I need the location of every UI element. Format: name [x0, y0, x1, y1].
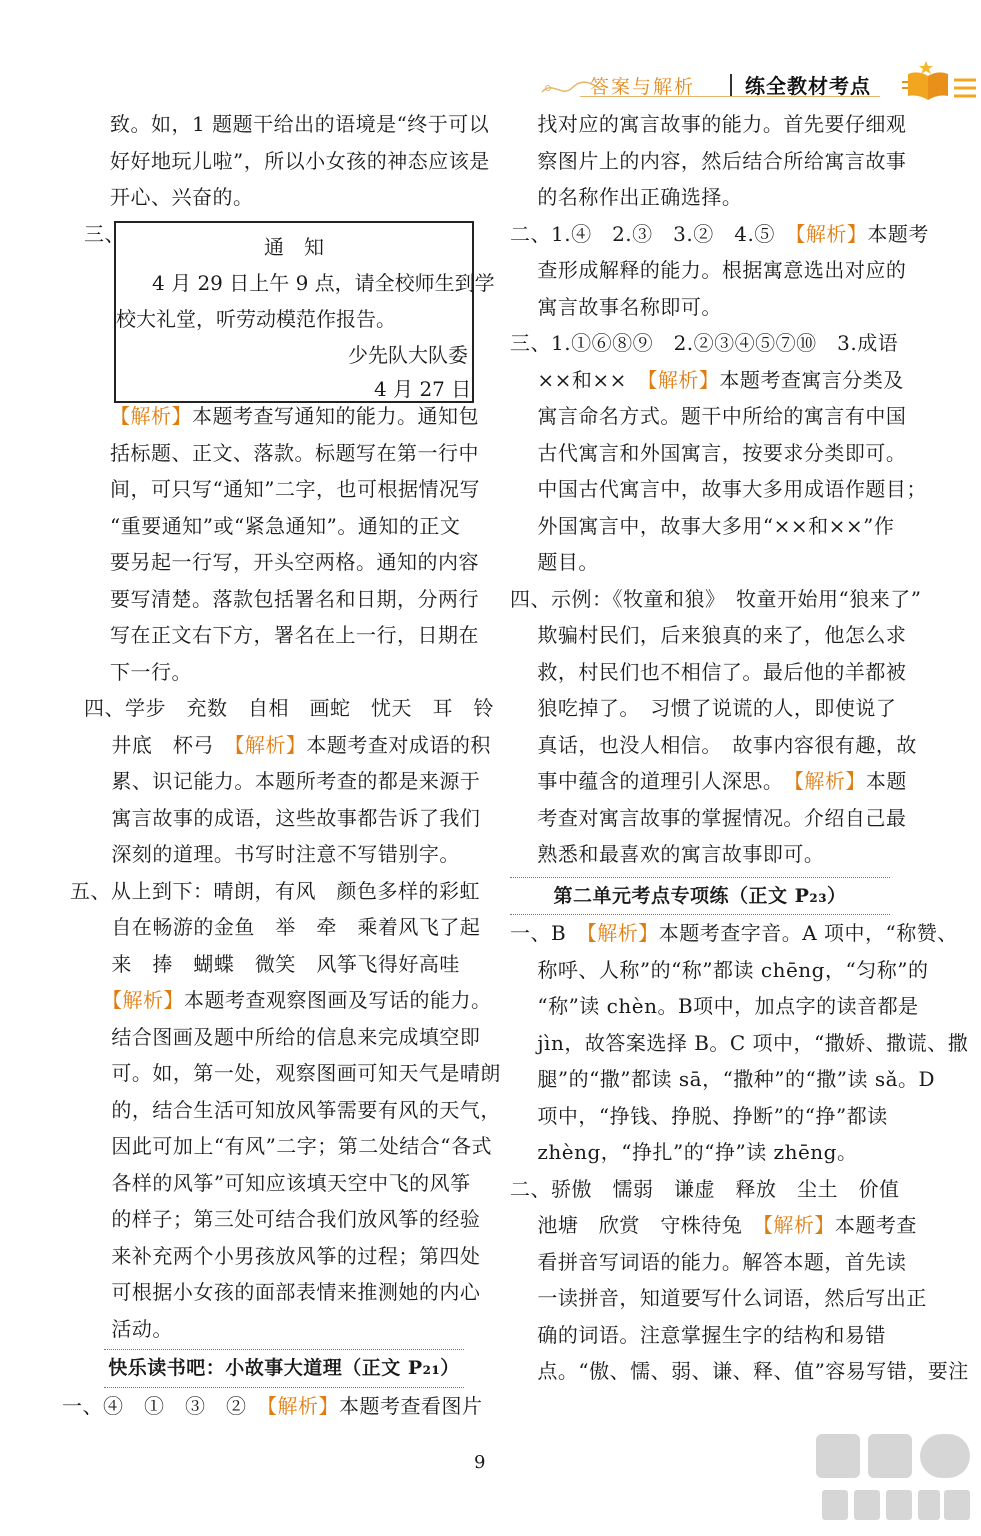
- text-span: 本题考: [867, 221, 929, 246]
- right-column: [510, 106, 969, 1390]
- text-line: “称”读 chèn。B项中，加点字的读音都是: [510, 994, 919, 1018]
- text-line: 项中，“挣钱、挣脱、挣断”的“挣”都读: [510, 1103, 888, 1128]
- text-span: 本题考查字音。A 项中，“称赞、: [658, 921, 958, 945]
- text-line: 下一行。: [110, 659, 192, 684]
- text-line: 欺骗村民们，后来狼真的来了，他怎么求: [510, 623, 907, 647]
- text-line: 括标题、正文、落款。标题写在第一行中: [110, 440, 479, 465]
- analysis-tag: 【解析】: [234, 732, 307, 757]
- section-heading: 快乐读书吧：小故事大道理（正文 P₂₁）: [108, 1357, 460, 1379]
- question-number: 三、: [84, 221, 125, 246]
- text-line: 来补充两个小男孩放风筝的过程；第四处: [84, 1243, 481, 1268]
- text-line: 寓言命名方式。题干中所给的寓言有中国: [510, 404, 907, 428]
- analysis-tag: 【解析】: [110, 404, 192, 428]
- text-line: 各样的风筝”可知应该填天空中飞的风筝: [84, 1170, 471, 1195]
- text-span: 事中蕴含的道理引人深思。: [510, 769, 794, 793]
- text-line: 的样子；第三处可结合我们放风筝的经验: [84, 1207, 481, 1231]
- watermark-logo-icon: [812, 1430, 977, 1530]
- text-span: 本题考查写通知的能力。通知包: [192, 404, 479, 428]
- text-line: 自在畅游的金鱼 举 牵 乘着风飞了起: [84, 915, 481, 939]
- header-brand: 练全教材考点: [745, 74, 871, 98]
- text-line: 熟悉和最喜欢的寓言故事即可。: [510, 842, 825, 866]
- analysis-tag: 【解析】: [762, 1213, 835, 1237]
- text-line: 可。如，第一处，观察图画可知天气是晴朗: [84, 1061, 501, 1085]
- text-line: 结合图画及题中所给的信息来完成填空即: [84, 1024, 481, 1049]
- analysis-tag: 【解析】: [795, 221, 868, 246]
- text-span: 一、④ ① ③ ②: [62, 1393, 267, 1418]
- text-line: 致。如，1 题题干给出的语境是“终于可以: [110, 112, 490, 136]
- analysis-line: [70, 982, 492, 1019]
- text-line: “重要通知”或“紧急通知”。通知的正文: [110, 513, 461, 538]
- text-line: 四、学步 充数 自相 画蛇 忧天 耳 铃: [84, 696, 494, 720]
- notice-box: [114, 221, 495, 403]
- text-line: 考查对寓言故事的掌握情况。介绍自己最: [510, 805, 907, 830]
- text-line: 查形成解释的能力。根据寓意选出对应的: [510, 258, 907, 282]
- text-line: 开心、兴奋的。: [110, 185, 254, 209]
- page-header: [540, 70, 980, 110]
- analysis-line: [84, 727, 491, 764]
- text-line: 二、骄傲 懦弱 谦虚 释放 尘土 价值: [510, 1176, 900, 1201]
- text-line: 外国寓言中，故事大多用“××和××”作: [510, 513, 895, 538]
- analysis-line: [510, 216, 929, 253]
- text-line: 腿”的“撒”都读 sā，“撒种”的“撒”读 sǎ。D: [510, 1067, 936, 1091]
- text-line: 察图片上的内容，然后结合所给寓言故事: [510, 148, 907, 173]
- text-line: 间，可只写“通知”二字，也可根据情况写: [110, 477, 480, 501]
- text-span: 本题考查: [834, 1213, 917, 1237]
- analysis-line: [510, 763, 910, 800]
- text-span: 一、B: [510, 921, 587, 945]
- text-line: 三、1.①⑥⑧⑨ 2.②③④⑤⑦⑩ 3.成语: [510, 331, 899, 355]
- text-line: 寓言故事名称即可。: [510, 294, 722, 319]
- text-span: ××和××: [510, 367, 648, 392]
- text-span: 池塘 欣赏 守株待兔: [510, 1213, 763, 1237]
- book-logo-icon: [890, 58, 980, 108]
- text-line: 要另起一行写，开头空两格。通知的内容: [110, 550, 479, 574]
- header-answer-label: 答案与解析: [590, 76, 696, 98]
- notice-body: 校大礼堂，听劳动模范作报告。: [116, 307, 396, 331]
- text-line: 累、识记能力。本题所考查的都是来源于: [84, 769, 481, 793]
- notice-body: 4 月 29 日上午 9 点，请全校师生到学: [152, 271, 495, 295]
- text-span: 二、1.④ 2.③ 3.② 4.⑤: [510, 221, 796, 246]
- text-span: 本题考查看图片: [339, 1393, 483, 1418]
- text-line: 看拼音写词语的能力。解答本题，首先读: [510, 1249, 907, 1274]
- text-line: 的名称作出正确选择。: [510, 185, 743, 209]
- analysis-line: [510, 1207, 917, 1244]
- text-line: 好好地玩儿啦”，所以小女孩的神态应该是: [110, 148, 490, 173]
- text-line: 的，结合生活可知放风筝需要有风的天气，: [84, 1097, 501, 1122]
- text-line: zhèng，“挣扎”的“挣”读 zhēng。: [510, 1140, 858, 1164]
- notice-title: 通 知: [264, 235, 324, 259]
- text-line: 四、示例：《牧童和狼》 牧童开始用“狼来了”: [510, 586, 922, 611]
- text-line: 狼吃掉了。 习惯了说谎的人，即使说了: [510, 696, 897, 720]
- text-line: 因此可加上“有风”二字；第二处结合“各式: [84, 1134, 493, 1158]
- analysis-tag: 【解析】: [647, 367, 720, 392]
- notice-signature: 少先队大队委: [348, 343, 468, 367]
- analysis-line: [510, 362, 910, 399]
- text-line: 确的词语。注意掌握生字的结构和易错: [510, 1322, 886, 1347]
- text-span: 本题考查对成语的积: [306, 732, 491, 757]
- text-line: 深刻的道理。书写时注意不写错别字。: [84, 842, 460, 866]
- text-line: 写在正文右下方，署名在上一行，日期在: [110, 623, 479, 647]
- text-line: 要写清楚。落款包括署名和日期，分两行: [110, 586, 479, 611]
- text-line: 可根据小女孩的面部表情来推测她的内心: [84, 1280, 481, 1304]
- text-line: 五、从上到下：晴朗，有风 颜色多样的彩虹: [70, 878, 480, 903]
- header-divider: [730, 74, 732, 96]
- text-line: 题目。: [510, 550, 599, 574]
- text-line: 找对应的寓言故事的能力。首先要仔细观: [510, 112, 907, 136]
- text-line: 真话，也没人相信。 故事内容很有趣，故: [510, 732, 917, 757]
- text-span: 本题考查观察图画及写话的能力。: [184, 988, 492, 1012]
- analysis-tag: 【解析】: [102, 988, 184, 1012]
- text-line: 称呼、人称”的“称”都读 chēng，“匀称”的: [510, 957, 929, 982]
- text-line: 来 捧 蝴蝶 微笑 风筝飞得好高哇: [84, 951, 460, 976]
- text-span: 本题: [865, 769, 907, 793]
- text-line: 救，村民们也不相信了。最后他的羊都被: [510, 659, 907, 684]
- analysis-tag: 【解析】: [586, 921, 659, 945]
- text-line: 活动。: [84, 1316, 173, 1341]
- page-number: 9: [474, 1452, 486, 1473]
- text-line: 点。“傲、懦、弱、谦、释、值”容易写错，要注: [510, 1359, 969, 1383]
- text-line: 中国古代寓言中，故事大多用成语作题目；: [510, 477, 927, 501]
- analysis-line: [62, 1388, 483, 1425]
- analysis-tag: 【解析】: [267, 1393, 339, 1418]
- text-line: 一读拼音，知道要写什么词语，然后写出正: [510, 1286, 927, 1310]
- analysis-tag: 【解析】: [793, 769, 866, 793]
- text-span: 井底 杯弓: [84, 732, 235, 757]
- text-line: 寓言故事的成语，这些故事都告诉了我们: [84, 805, 481, 830]
- analysis-line: [510, 915, 958, 952]
- notice-date: 4 月 27 日: [374, 377, 472, 401]
- analysis-line: [70, 398, 480, 435]
- text-line: jìn，故答案选择 B。C 项中，“撒娇、撒谎、撒: [510, 1030, 969, 1055]
- text-span: 本题考查寓言分类及: [719, 367, 904, 392]
- text-line: 古代寓言和外国寓言，按要求分类即可。: [510, 440, 907, 465]
- section-heading: 第二单元考点专项练（正文 P₂₃）: [553, 884, 847, 907]
